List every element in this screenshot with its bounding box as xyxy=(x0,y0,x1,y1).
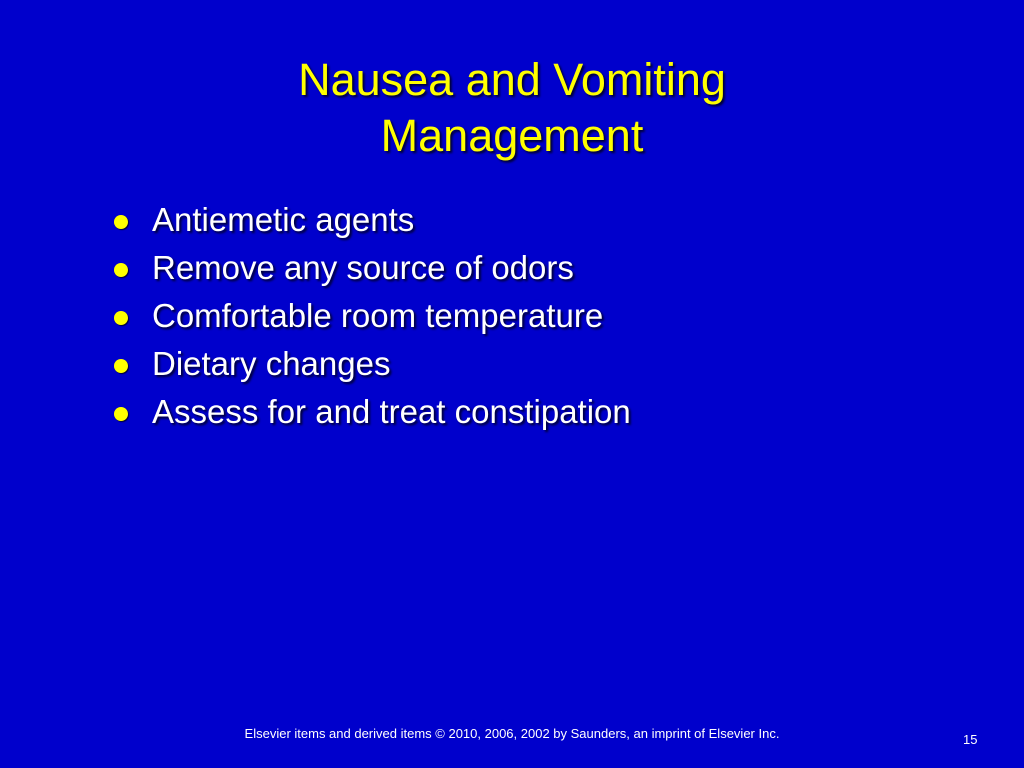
bullet-text: Antiemetic agents xyxy=(152,201,415,238)
bullet-list xyxy=(114,196,631,436)
bullet-item xyxy=(114,196,631,244)
bullet-item xyxy=(114,244,631,292)
bullet-text: Comfortable room temperature xyxy=(152,297,604,334)
bullet-item xyxy=(114,292,631,340)
slide-title xyxy=(0,52,1024,164)
bullet-dot-icon xyxy=(114,311,128,325)
slide-title-line-1: Nausea and Vomiting xyxy=(298,54,726,105)
page-number: 15 xyxy=(963,732,978,747)
bullet-dot-icon xyxy=(114,407,128,421)
bullet-item xyxy=(114,340,631,388)
bullet-text: Dietary changes xyxy=(152,345,391,382)
bullet-text: Remove any source of odors xyxy=(152,249,574,286)
bullet-text: Assess for and treat constipation xyxy=(152,393,631,430)
slide-title-line-2: Management xyxy=(380,110,644,161)
bullet-dot-icon xyxy=(114,215,128,229)
copyright-footer: Elsevier items and derived items © 2010, 2006, 2002 by Saunders, an imprint of Elsevier Inc. xyxy=(244,726,780,741)
bullet-dot-icon xyxy=(114,263,128,277)
bullet-dot-icon xyxy=(114,359,128,373)
bullet-item xyxy=(114,388,631,436)
